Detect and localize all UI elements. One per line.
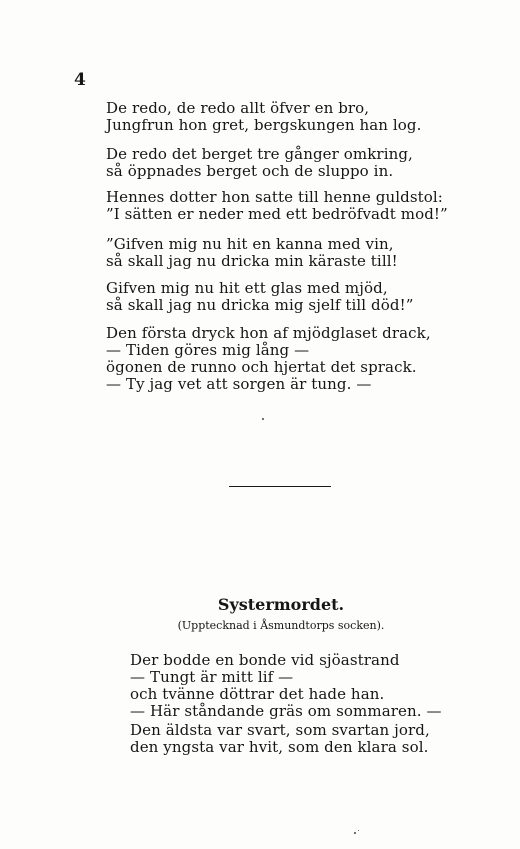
stanza	[130, 652, 442, 720]
verse-line: — Här ståndande gräs om sommaren. —	[130, 702, 442, 720]
section-divider	[229, 486, 331, 487]
print-speck	[358, 830, 359, 831]
verse-line: Den första dryck hon af mjödglaset drack,	[106, 324, 431, 342]
verse-line: Gifven mig nu hit ett glas med mjöd,	[106, 279, 388, 297]
stanza	[106, 146, 413, 180]
verse-line: Jungfrun hon gret, bergskungen han log.	[106, 116, 422, 134]
verse-line: så skall jag nu dricka mig sjelf till död!”	[106, 296, 414, 314]
verse-line: den yngsta var hvit, som den klara sol.	[130, 738, 429, 756]
print-speck	[354, 832, 356, 834]
verse-line: ögonen de runno och hjertat det sprack.	[106, 358, 417, 376]
stanza	[106, 325, 431, 393]
stanza	[130, 722, 430, 756]
verse-line: Hennes dotter hon satte till henne guldstol:	[106, 188, 443, 206]
stanza	[106, 280, 413, 314]
verse-line: Den äldsta var svart, som svartan jord,	[130, 721, 430, 739]
verse-line: — Tungt är mitt lif —	[130, 668, 294, 686]
verse-line: ”Gifven mig nu hit en kanna med vin,	[106, 235, 394, 253]
stanza	[106, 189, 448, 223]
verse-line: ”I sätten er neder med ett bedröfvadt mod!”	[106, 205, 448, 223]
stanza	[106, 100, 421, 134]
verse-line: och tvänne döttrar det hade han.	[130, 685, 385, 703]
verse-line: De redo, de redo allt öfver en bro,	[106, 99, 370, 117]
verse-line: — Tiden göres mig lång —	[106, 341, 310, 359]
stanza	[106, 236, 398, 270]
verse-line: så öppnades berget och de sluppo in.	[106, 162, 394, 180]
verse-line: — Ty jag vet att sorgen är tung. —	[106, 375, 372, 393]
verse-line: De redo det berget tre gånger omkring,	[106, 145, 413, 163]
print-speck	[262, 418, 264, 420]
verse-line: så skall jag nu dricka min käraste till!	[106, 252, 398, 270]
poem-title: Systermordet.	[217, 595, 345, 614]
verse-line: Der bodde en bonde vid sjöastrand	[130, 651, 400, 669]
poem-subtitle: (Upptecknad i Åsmundtorps socken).	[177, 619, 385, 632]
page-number: 4	[74, 70, 86, 90]
